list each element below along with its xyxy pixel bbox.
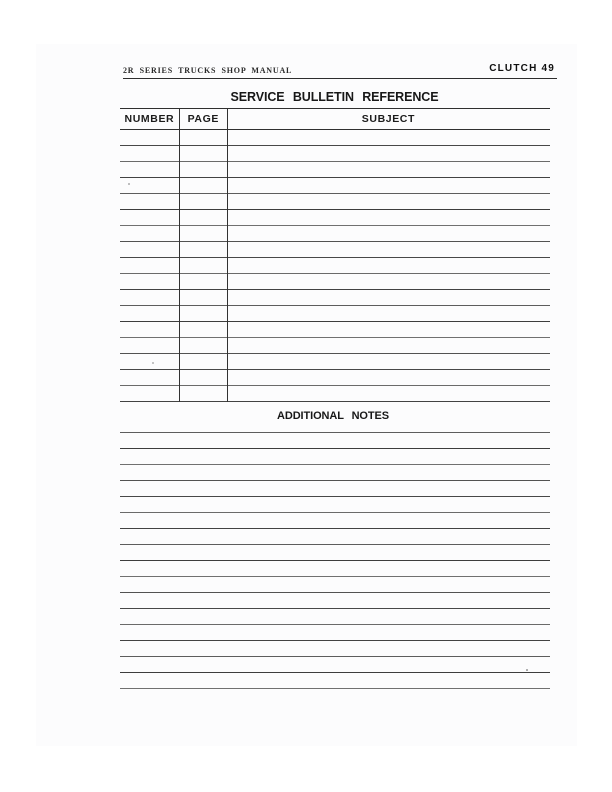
notes-ruled-line: [120, 560, 550, 561]
notes-ruled-line: [120, 576, 550, 577]
table-row: [120, 338, 550, 354]
notes-ruled-line: [120, 640, 550, 641]
notes-ruled-line: [120, 656, 550, 657]
table-row: [120, 178, 550, 194]
notes-ruled-line: [120, 592, 550, 593]
running-head-manual-title: 2R SERIES TRUCKS SHOP MANUAL: [123, 66, 293, 75]
notes-ruled-line: [120, 608, 550, 609]
notes-ruled-line: [120, 464, 550, 465]
notes-ruled-line: [120, 688, 550, 689]
table-row: [120, 306, 550, 322]
table-row: [120, 242, 550, 258]
column-header-subject: SUBJECT: [361, 112, 415, 125]
table-row: [120, 258, 550, 274]
table-row: [120, 354, 550, 370]
table-row: [120, 370, 550, 386]
scan-speck: [128, 183, 130, 185]
running-head-section-page: CLUTCH 49: [489, 63, 555, 74]
table-row: [120, 386, 550, 402]
notes-ruled-line: [120, 448, 550, 449]
column-divider-number-page: [179, 109, 180, 402]
notes-ruled-line: [120, 624, 550, 625]
additional-notes-title: ADDITIONAL NOTES: [277, 409, 389, 422]
table-row: [120, 274, 550, 290]
notes-ruled-line: [120, 480, 550, 481]
notes-ruled-line: [120, 496, 550, 497]
scan-speck: [526, 669, 528, 671]
service-bulletin-reference-title: SERVICE BULLETIN REFERENCE: [230, 90, 439, 104]
service-bulletin-table: [120, 108, 550, 402]
header-rule: [123, 78, 557, 79]
table-row: [120, 194, 550, 210]
table-header-row: [120, 109, 550, 131]
notes-ruled-line: [120, 544, 550, 545]
scan-speck: [152, 362, 154, 364]
notes-ruled-line: [120, 512, 550, 513]
notes-ruled-line: [120, 432, 550, 433]
notes-ruled-line: [120, 528, 550, 529]
table-body: [120, 130, 550, 402]
column-header-page: PAGE: [187, 112, 219, 125]
table-row: [120, 130, 550, 146]
table-row: [120, 322, 550, 338]
table-row: [120, 162, 550, 178]
table-row: [120, 290, 550, 306]
column-header-number: NUMBER: [124, 112, 175, 125]
table-row: [120, 146, 550, 162]
table-row: [120, 226, 550, 242]
column-divider-page-subject: [227, 109, 228, 402]
notes-ruled-line: [120, 672, 550, 673]
table-row: [120, 210, 550, 226]
